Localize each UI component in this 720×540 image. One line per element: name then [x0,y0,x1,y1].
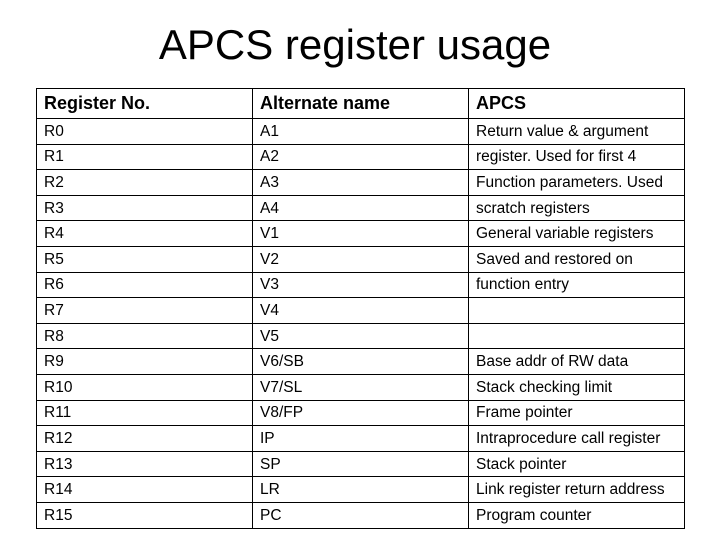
table-row [37,246,685,272]
cell-apcs: Stack checking limit [469,374,685,400]
cell-alternate-name: V1 [253,221,469,247]
column-header-register-no: Register No. [37,89,253,119]
cell-register-no: R5 [37,246,253,272]
cell-alternate-name: V4 [253,298,469,324]
cell-apcs: Program counter [469,502,685,528]
cell-alternate-name: V7/SL [253,374,469,400]
table-row [37,119,685,145]
table-row [37,298,685,324]
cell-apcs: Intraprocedure call register [469,426,685,452]
table-row [37,477,685,503]
cell-register-no: R14 [37,477,253,503]
cell-apcs: Return value & argument [469,119,685,145]
cell-alternate-name: A1 [253,119,469,145]
cell-apcs: scratch registers [469,195,685,221]
cell-apcs: General variable registers [469,221,685,247]
cell-register-no: R9 [37,349,253,375]
cell-register-no: R6 [37,272,253,298]
cell-alternate-name: A4 [253,195,469,221]
cell-apcs: Saved and restored on [469,246,685,272]
cell-register-no: R11 [37,400,253,426]
table-row [37,195,685,221]
table-row [37,170,685,196]
cell-alternate-name: SP [253,451,469,477]
cell-register-no: R13 [37,451,253,477]
cell-apcs: Stack pointer [469,451,685,477]
column-header-apcs: APCS [469,89,685,119]
cell-register-no: R10 [37,374,253,400]
cell-alternate-name: V8/FP [253,400,469,426]
cell-alternate-name: V2 [253,246,469,272]
table-row [37,451,685,477]
cell-register-no: R3 [37,195,253,221]
cell-alternate-name: LR [253,477,469,503]
table-row [37,323,685,349]
table-row [37,374,685,400]
cell-register-no: R4 [37,221,253,247]
cell-alternate-name: A2 [253,144,469,170]
cell-apcs [469,323,685,349]
table-row [37,502,685,528]
table-row [37,221,685,247]
cell-apcs: Link register return address [469,477,685,503]
cell-register-no: R0 [37,119,253,145]
cell-apcs: register. Used for first 4 [469,144,685,170]
cell-register-no: R1 [37,144,253,170]
cell-apcs: Function parameters. Used [469,170,685,196]
table-row [37,400,685,426]
cell-register-no: R15 [37,502,253,528]
page-title: APCS register usage [158,21,552,68]
table-row [37,349,685,375]
table-header-row [37,89,685,119]
cell-alternate-name: V6/SB [253,349,469,375]
cell-alternate-name: A3 [253,170,469,196]
table-row [37,426,685,452]
table-body [37,119,685,529]
cell-apcs: Base addr of RW data [469,349,685,375]
register-table [36,88,685,529]
table-row [37,144,685,170]
cell-apcs [469,298,685,324]
column-header-alternate-name: Alternate name [253,89,469,119]
cell-alternate-name: PC [253,502,469,528]
cell-alternate-name: IP [253,426,469,452]
cell-apcs: function entry [469,272,685,298]
cell-apcs: Frame pointer [469,400,685,426]
table-row [37,272,685,298]
cell-register-no: R8 [37,323,253,349]
cell-register-no: R2 [37,170,253,196]
cell-alternate-name: V3 [253,272,469,298]
cell-alternate-name: V5 [253,323,469,349]
cell-register-no: R12 [37,426,253,452]
cell-register-no: R7 [37,298,253,324]
